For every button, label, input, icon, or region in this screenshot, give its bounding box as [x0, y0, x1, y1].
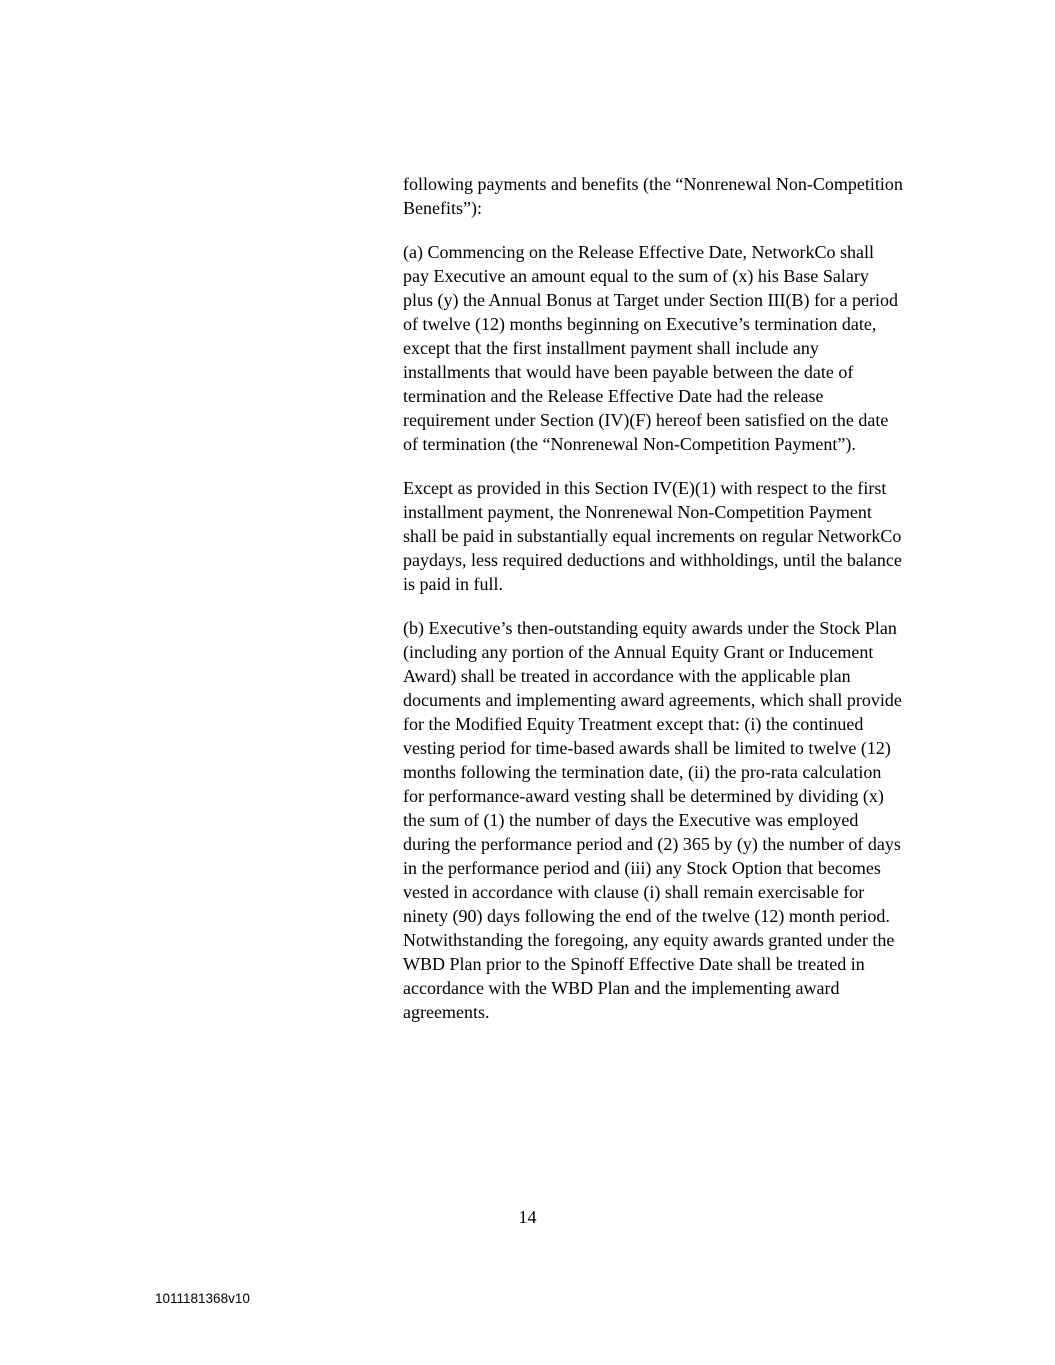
paragraph-nonrenewal-benefits-intro: following payments and benefits (the “Nonrenewal Non-Competition Benefits”): — [403, 174, 903, 218]
page-number: 14 — [518, 1207, 537, 1227]
paragraph-payment-installments: Except as provided in this Section IV(E)(1) with respect to the first installment payment, the Nonrenewal Non-Competition Payment shall be paid in substantially equal increments on regular NetworkCo paydays, less required deductions and withholdings, until the balance is paid in full. — [403, 478, 902, 594]
paragraph-b-equity-awards: (b) Executive’s then-outstanding equity awards under the Stock Plan (including any portion of the Annual Equity Grant or Inducement Award) shall be treated in accordance with the applicable plan documents and implementing award agreements, which shall provide for the Modified Equity Treatment except that: (i) the continued vesting period for time-based awards shall be limited to twelve (12) months following the termination date, (ii) the pro-rata calculation for performance-award vesting shall be determined by dividing (x) the sum of (1) the number of days the Executive was employed during the performance period and (2) 365 by (y) the number of days in the performance period and (iii) any Stock Option that becomes vested in accordance with clause (i) shall remain exercisable for ninety (90) days following the end of the twelve (12) month period. Notwithstanding the foregoing, any equity awards granted under the WBD Plan prior to the Spinoff Effective Date shall be treated in accordance with the WBD Plan and the implementing award agreements. — [403, 618, 902, 1022]
paragraph-a-nonrenewal-payment: (a) Commencing on the Release Effective Date, NetworkCo shall pay Executive an amount equal to the sum of (x) his Base Salary plus (y) the Annual Bonus at Target under Section III(B) for a period of twelve (12) months beginning on Executive’s termination date, except that the first installment payment shall include any installments that would have been payable between the date of termination and the Release Effective Date had the release requirement under Section (IV)(F) hereof been satisfied on the date of termination (the “Nonrenewal Non-Competition Payment”). — [403, 242, 898, 454]
document-body — [403, 172, 903, 1044]
document-id-footer: 1011181368v10 — [155, 1291, 250, 1306]
